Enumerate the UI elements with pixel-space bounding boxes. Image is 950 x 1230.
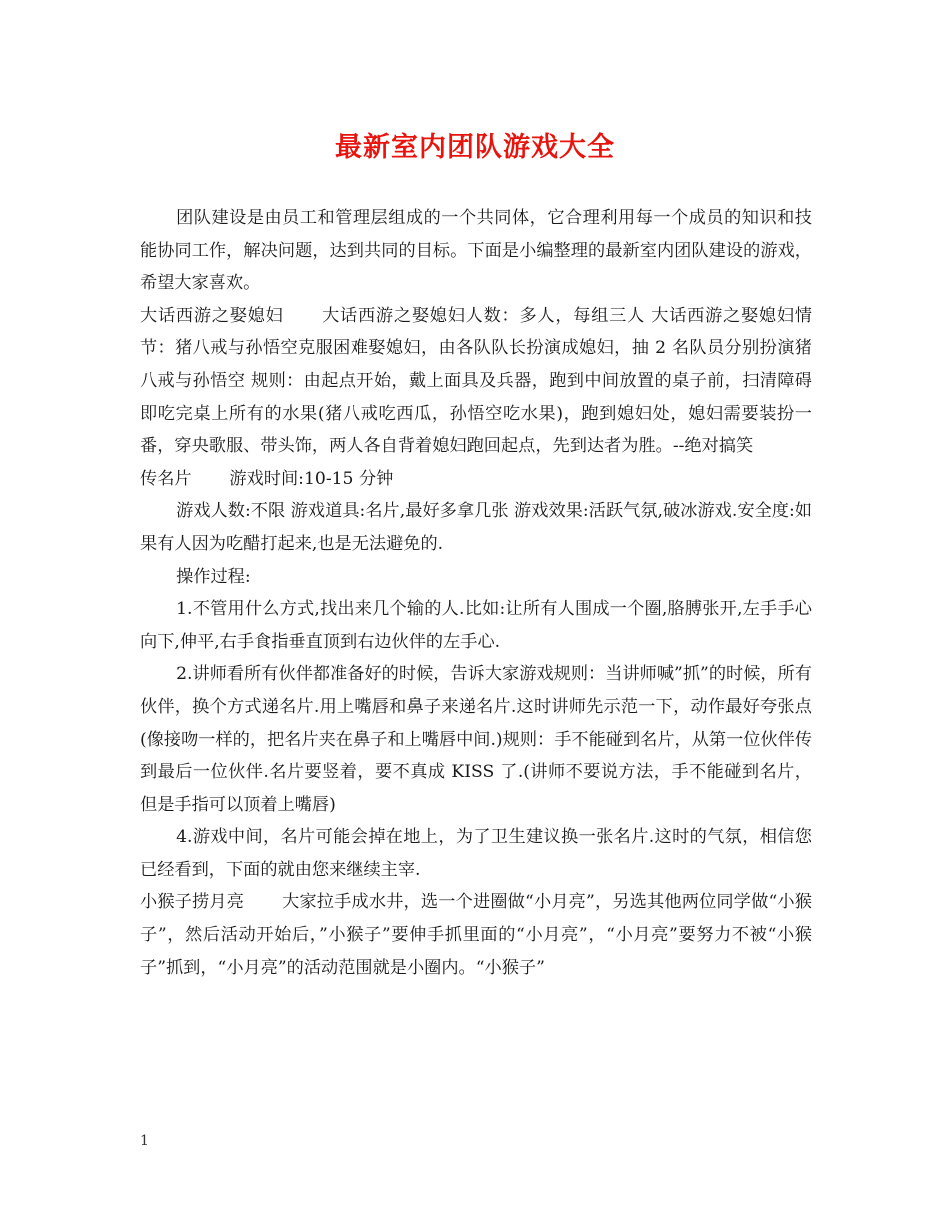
game-2-heading [140,463,812,496]
game-1-paragraph [140,300,812,463]
game-1-body: 大话西游之娶媳妇人数：多人，每组三人 大话西游之娶媳妇情节：猪八戒与孙悟空克服困难娶媳妇，由各队队长扮演成媳妇，抽 2 名队员分别扮演猪八戒与孙悟空 规则：由起点开始，戴上面具及兵器，跑到中间放置的桌子前，扫清障碍即吃完桌上所有的水果(猪八戒吃西瓜，孙悟空吃水果)，跑到媳妇处，媳妇需要装扮一番，穿央歌服、带头饰，两人各自背着媳妇跑回起点，先到达者为胜。--绝对搞笑 [140,305,812,457]
game-2-details: 游戏人数:不限 游戏道具:名片,最好多拿几张 游戏效果:活跃气氛,破冰游戏.安全度:如果有人因为吃醋打起来,也是无法避免的. [140,501,812,554]
game-2-time: 游戏时间:10-15 分钟 [229,468,394,489]
intro-paragraph: 团队建设是由员工和管理层组成的一个共同体，它合理利用每一个成员的知识和技能协同工作，解决问题，达到共同的目标。下面是小编整理的最新室内团队建设的游戏，希望大家喜欢。 [140,208,812,294]
game-2-process-label: 操作过程: [176,566,251,587]
page-number: 1 [140,1133,149,1149]
game-2-name: 传名片 [140,468,192,489]
game-3-name: 小猴子捞月亮 [140,892,245,913]
game-3-paragraph [140,886,812,984]
game-2-step: 2.讲师看所有伙伴都准备好的时候，告诉大家游戏规则：当讲师喊”抓”的时候，所有伙伴，换个方式递名片.用上嘴唇和鼻子来递名片.这时讲师先示范一下，动作最好夸张点(像接吻一样的，把名片夹在鼻子和上嘴唇中间.)规则：手不能碰到名片，从第一位伙伴传到最后一位伙伴.名片要竖着，要不真成 KISS 了.(讲师不要说方法，手不能碰到名片，但是手指可以顶着上嘴唇) [140,664,813,815]
game-2-step: 1.不管用什么方式,找出来几个输的人.比如:让所有人围成一个圈,胳膊张开,左手手心向下,伸平,右手食指垂直顶到右边伙伴的左手心. [140,599,812,652]
game-2-step: 4.游戏中间，名片可能会掉在地上，为了卫生建议换一张名片.这时的气氛，相信您已经看到，下面的就由您来继续主宰. [140,827,812,880]
document-title: 最新室内团队游戏大全 [335,132,615,163]
game-1-name: 大话西游之娶媳妇 [140,305,284,326]
document-body [140,202,812,984]
game-3-body: 大家拉手成水井，选一个进圈做“小月亮”，另选其他两位同学做“小猴子”，然后活动开始后，”小猴子”要伸手抓里面的“小月亮”，“小月亮”要努力不被“小猴子”抓到，“小月亮”的活动范围就是小圈内。“小猴子” [140,892,812,978]
